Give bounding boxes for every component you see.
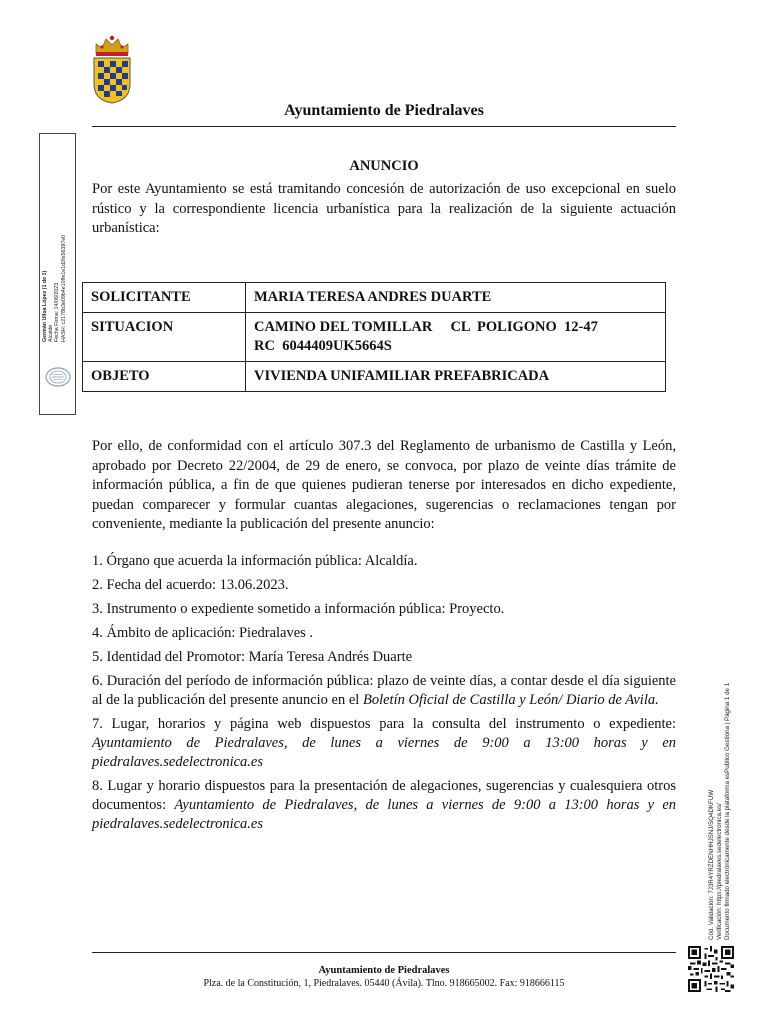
table-label: OBJETO — [83, 362, 246, 392]
location-value: CAMINO DEL TOMILLAR CL POLIGONO 12-47 — [254, 319, 598, 335]
footer-title: Ayuntamiento de Piedralaves — [318, 965, 450, 976]
list-item — [92, 672, 676, 710]
signature-hash: HASH: c2178b3e09b4e10ffe1e1d2fe56397e0 — [60, 234, 67, 342]
header-divider — [92, 126, 676, 127]
signature-details — [42, 136, 67, 342]
item-text: 6. Duración del período de información pública: plazo de veinte días, a contar desde el día siguiente al de la publicación del presente anuncio en el — [92, 673, 676, 708]
item-italic: Boletín Oficial de Castilla y León/ Diario de Avila. — [362, 692, 659, 708]
table-value — [246, 313, 666, 362]
signature-date: Fecha Firma: 14/06/2023 — [54, 282, 61, 342]
table-value — [246, 283, 666, 313]
seal-icon — [44, 366, 72, 388]
applicant-value: MARIA TERESA ANDRES DUARTE — [254, 289, 492, 305]
header-title: Ayuntamiento de Piedralaves — [284, 102, 484, 119]
signer-name: Germán Ulloa López (1 de 1) — [42, 270, 48, 342]
qr-code-icon — [688, 946, 734, 992]
list-item — [92, 715, 676, 772]
list-item — [92, 777, 676, 834]
cadastral-reference: RC 6044409UK5664S — [254, 338, 392, 354]
table-label: SOLICITANTE — [83, 283, 246, 313]
item-italic: Ayuntamiento de Piedralaves, de lunes a viernes de 9:00 a 13:00 horas y en piedralaves.sedelectronica.es — [92, 735, 676, 770]
announcement-items — [92, 552, 676, 839]
list-item: 5. Identidad del Promotor: María Teresa Andrés Duarte — [92, 649, 413, 665]
list-item: 1. Órgano que acuerda la información pública: Alcaldía. — [92, 553, 418, 569]
validation-text — [708, 683, 732, 940]
footer-divider — [92, 952, 676, 953]
validation-url: Verificación: https://piedralaves.sedelectronica.es/ — [716, 803, 723, 940]
intro-paragraph: Por este Ayuntamiento se está tramitando concesión de autorización de uso excepcional en suelo rústico y la correspondiente licencia urbanística para la realización de la siguiente actuación urbanística: — [92, 181, 676, 236]
coat-of-arms-icon — [90, 34, 134, 104]
list-item: 4. Ámbito de aplicación: Piedralaves . — [92, 625, 314, 641]
application-table — [82, 282, 666, 392]
item-text: 8. Lugar y horario dispuestos para la presentación de alegaciones, sugerencias y cualesquiera otros documentos: — [92, 778, 676, 813]
validation-code: Cód. Validación: 7J3R4YRZDENHHJSNJ/SQ4DKFUW — [708, 789, 715, 940]
object-value: VIVIENDA UNIFAMILIAR PREFABRICADA — [254, 368, 550, 384]
table-label: SITUACION — [83, 313, 246, 362]
table-row — [83, 313, 666, 362]
signer-role: Alcalde — [48, 324, 55, 342]
table-value — [246, 362, 666, 392]
footer-address: Plza. de la Constitución, 1, Piedralaves. 05440 (Ávila). Tlno. 918665002. Fax: 918666115 — [203, 978, 565, 989]
list-item: 2. Fecha del acuerdo: 13.06.2023. — [92, 577, 289, 593]
item-text: 7. Lugar, horarios y página web dispuestos para la consulta del instrumento o expediente: — [92, 716, 676, 732]
list-item: 3. Instrumento o expediente sometido a información pública: Proyecto. — [92, 601, 505, 617]
signature-box — [39, 133, 76, 415]
item-italic: Ayuntamiento de Piedralaves, de lunes a viernes de 9:00 a 13:00 horas y en piedralaves.sedelectronica.es — [92, 797, 677, 832]
document-heading: ANUNCIO — [349, 158, 419, 174]
validation-platform: Documento firmado electrónicamente desde la plataforma esPublico Gestiona | Página 1 de 1 — [724, 682, 731, 940]
table-row — [83, 362, 666, 392]
conformity-paragraph: Por ello, de conformidad con el artículo 307.3 del Reglamento de urbanismo de Castilla y León, aprobado por Decreto 22/2004, de 29 de enero, se convoca, por plazo de veinte días trámite de información pública, a fin de que quienes pudieran tenerse por interesados en dicho expediente, puedan comparecer y formular cuantas alegaciones, sugerencias o reclamaciones tengan por conveniente, mediante la publicación del presente anuncio: — [92, 438, 676, 532]
table-row — [83, 283, 666, 313]
